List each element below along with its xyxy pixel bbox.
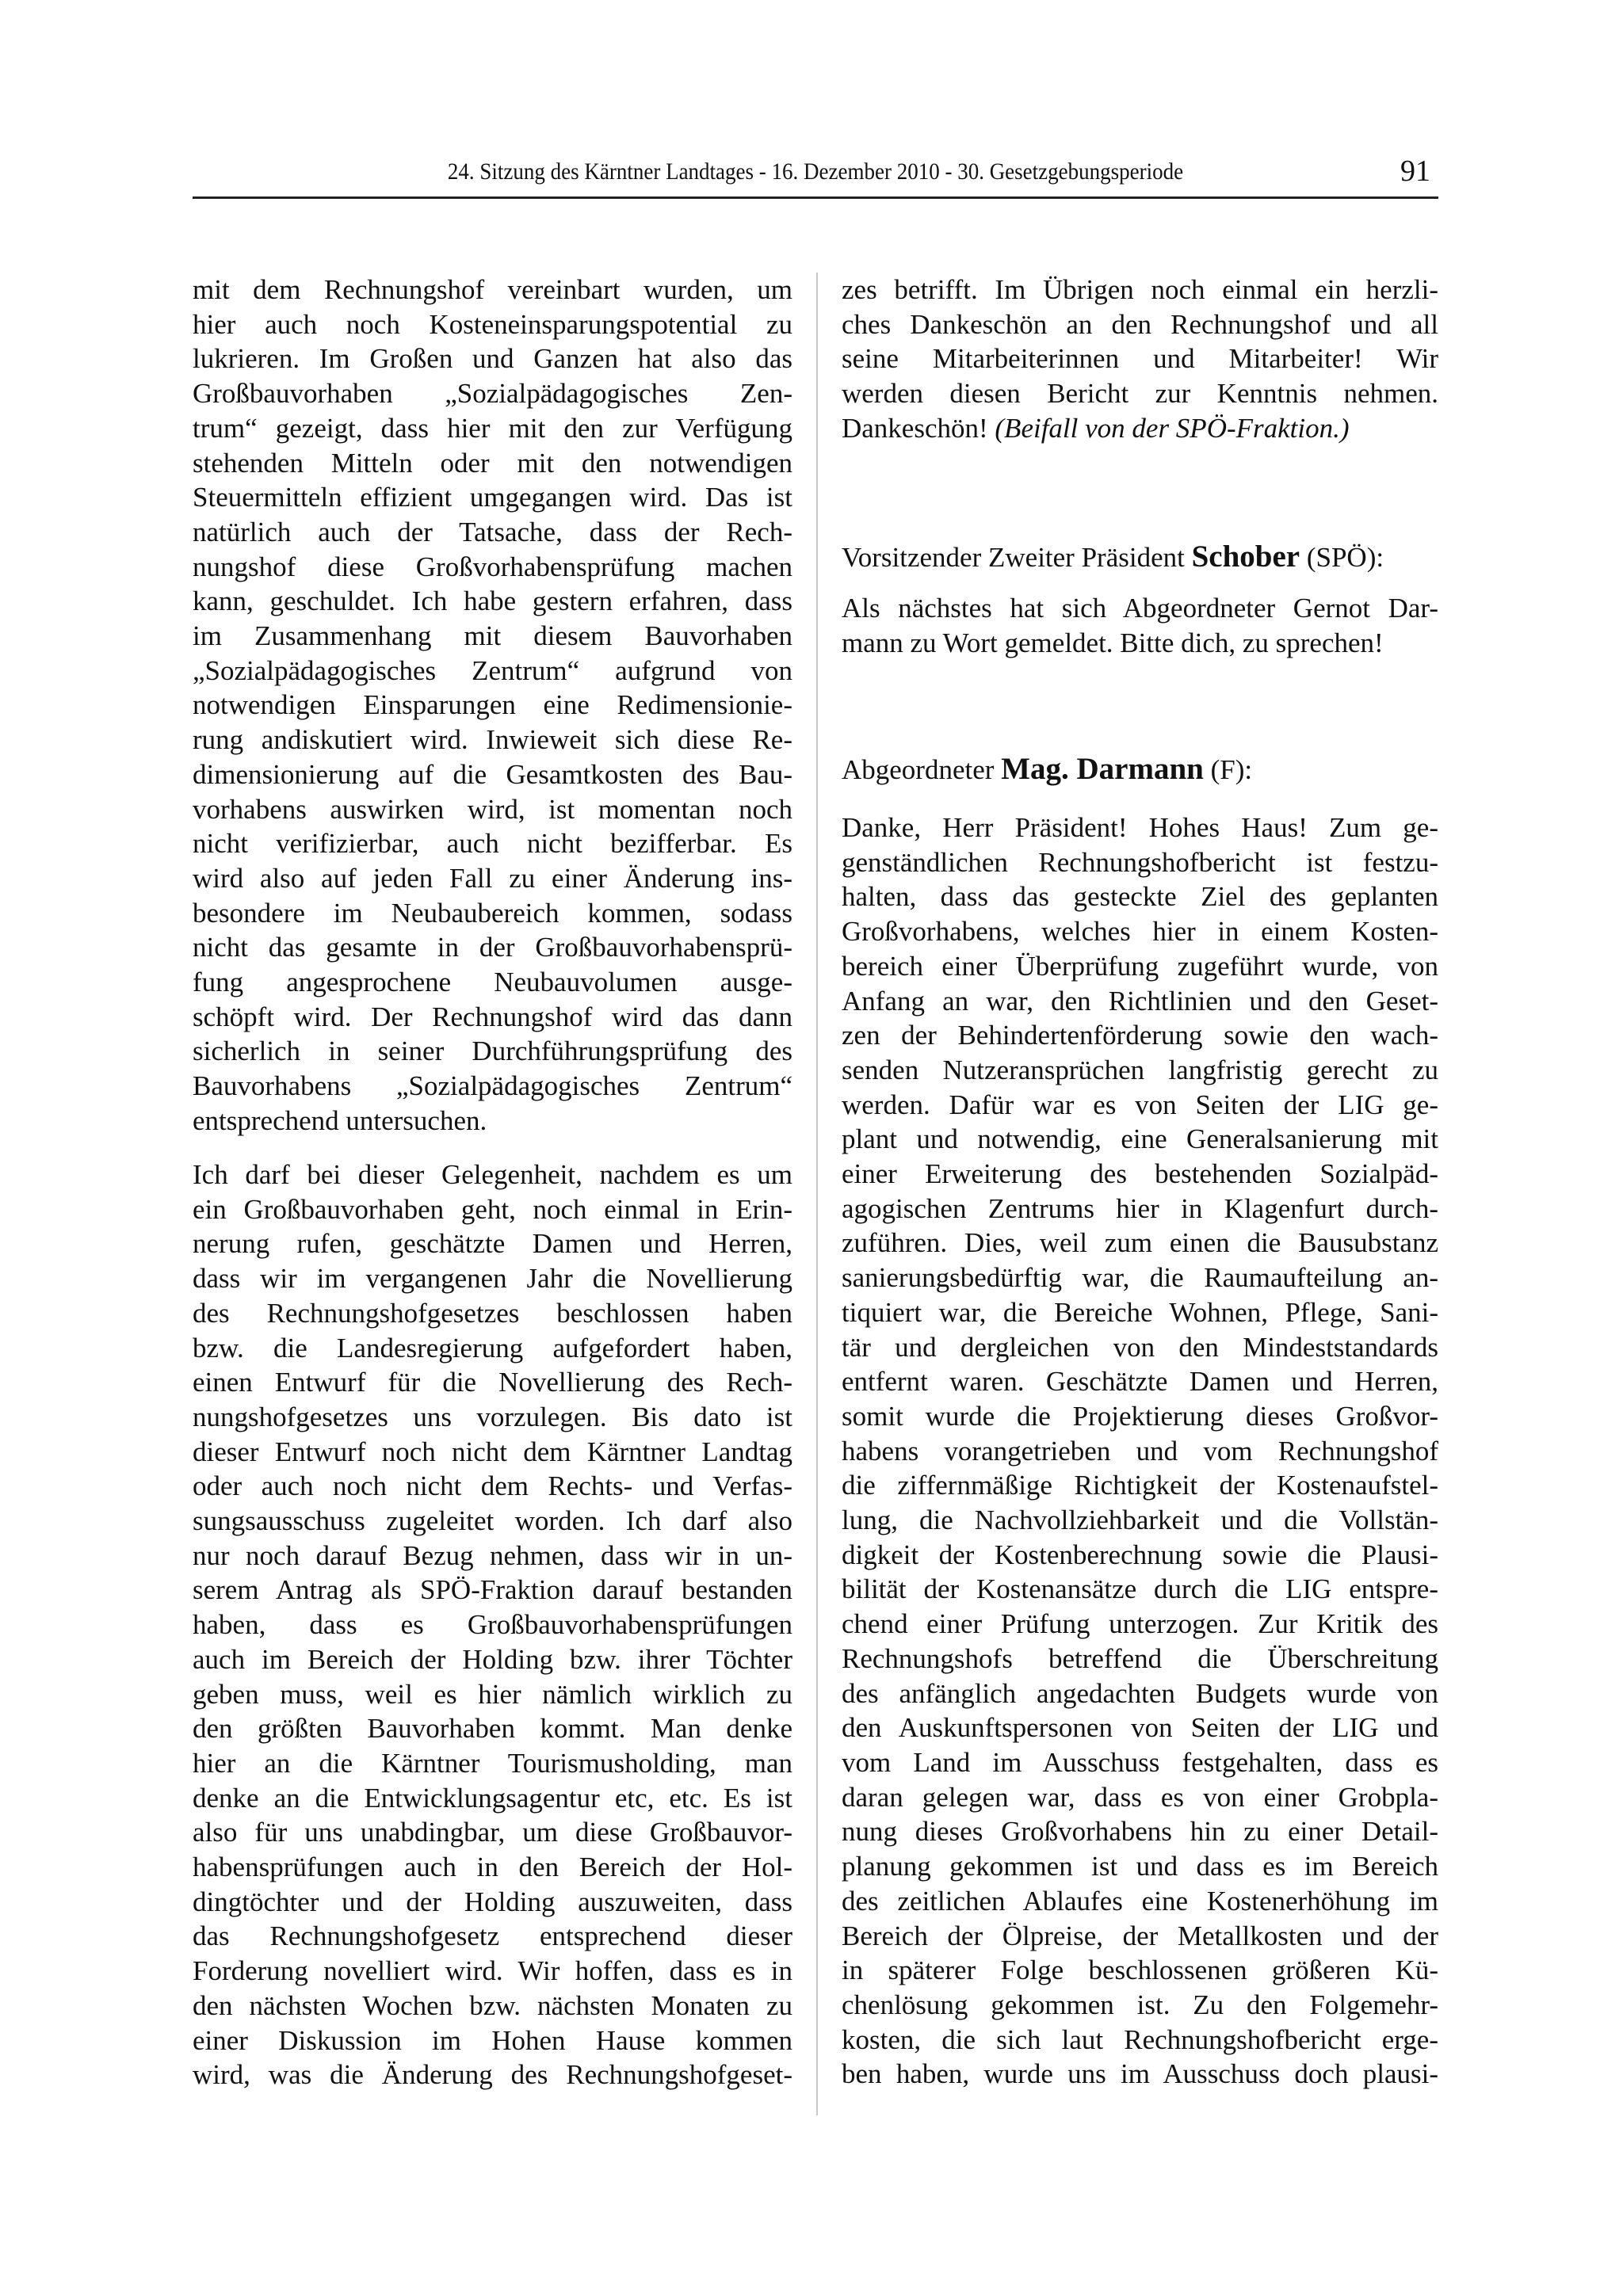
intro-last-line [842,411,1438,446]
text-line: vom Land im Ausschuss festgehalten, dass es [842,1746,1438,1778]
text-line: vorhabens auswirken wird, ist momentan noch [193,793,792,825]
intro-lines [842,273,1438,411]
speaker-name: Mag. Darmann [1001,752,1204,786]
text-line: bilität der Kostenansätze durch die LIG entspre- [842,1573,1438,1605]
text-line: oder auch noch nicht dem Rechts- und Verfas- [193,1470,792,1502]
text-line: nerung rufen, geschätzte Damen und Herren, [193,1228,792,1260]
text-line: lung, die Nachvollziehbarkeit und die Vollstän- [842,1505,1438,1536]
text-line: habensprüfungen auch in den Bereich der Hol- [193,1852,792,1883]
text-line: des anfänglich angedachten Budgets wurde von [842,1677,1438,1709]
text-line: entfernt waren. Geschätzte Damen und Herren, [842,1366,1438,1398]
text-line: einer Erweiterung des bestehenden Sozialpäd- [842,1158,1438,1190]
speaker-role: Vorsitzender Zweiter Präsident [842,542,1192,573]
column-divider [816,273,818,2115]
text-line: werden. Dafür war es von Seiten der LIG ge- [842,1089,1438,1120]
text-line: in späterer Folge beschlossenen größeren Kü- [842,1955,1438,1986]
applause-note: (Beifall von der SPÖ-Fraktion.) [995,412,1350,444]
text-line: Anfang an war, den Richtlinien und den Geset- [842,985,1438,1016]
text-line: agogischen Zentrums hier in Klagenfurt durch- [842,1192,1438,1224]
text-line: auch im Bereich der Holding bzw. ihrer Töchter [193,1643,792,1675]
speaker-name: Schober [1191,540,1300,574]
speaker-role: Abgeordneter [842,754,1002,785]
text-line: also für uns unabdingbar, um diese Großbauvor- [193,1817,792,1848]
text-line: dingtöchter und der Holding auszuweiten, dass [193,1886,792,1917]
speaker-heading-darmann [842,752,1438,788]
text-line: wird also auf jeden Fall zu einer Änderung ins- [193,862,792,894]
text-line: sicherlich in seiner Durchführungsprüfung des [193,1035,792,1067]
text-line: sanierungsbedürftig war, die Raumaufteilung an- [842,1262,1438,1294]
text-line: halten, dass das gesteckte Ziel des geplanten [842,881,1438,913]
text-line: Bereich der Ölpreise, der Metallkosten und der [842,1920,1438,1951]
text-line: dieser Entwurf noch nicht dem Kärntner Landtag [193,1436,792,1467]
text-line: Ich darf bei dieser Gelegenheit, nachdem es um [193,1159,792,1190]
text-line: habens vorangetrieben und vom Rechnungshof [842,1435,1438,1466]
text-line: Bauvorhabens „Sozialpädagogisches Zentrum“ [193,1070,792,1102]
speech-schober [842,591,1438,660]
text-line: entsprechend untersuchen. [193,1104,487,1136]
speaker-heading-schober [842,540,1438,575]
text-line: denke an die Entwicklungsagentur etc, etc. Es ist [193,1782,792,1814]
text-line: Großbauvorhaben „Sozialpädagogisches Zen- [193,378,792,410]
header-title: 24. Sitzung des Kärntner Landtages - 16. Dezember 2010 - 30. Gesetzgebungsperiode [447,158,1184,185]
text-line: des zeitlichen Ablaufes eine Kostenerhöhung im [842,1885,1438,1917]
text-line: daran gelegen war, dass es von einer Grobpla- [842,1781,1438,1813]
text-line: dass wir im vergangenen Jahr die Novellierung [193,1263,792,1295]
text-line: werden diesen Bericht zur Kenntnis nehmen. [842,378,1438,410]
text-line: bzw. die Landesregierung aufgefordert haben, [193,1332,792,1363]
text-line: somit wurde die Projektierung dieses Großvor- [842,1400,1438,1432]
text-line: trum“ gezeigt, dass hier mit den zur Verfügung [193,412,792,444]
text-line: mit dem Rechnungshof vereinbart wurden, um [193,274,792,305]
text-line: Als nächstes hat sich Abgeordneter Gernot Dar- [842,593,1438,624]
speaker-party: (F): [1203,754,1253,785]
text-line: die ziffernmäßige Richtigkeit der Kostenaufstel- [842,1470,1438,1501]
text-line: das Rechnungshofgesetz entsprechend dieser [193,1920,792,1952]
text-line: plant und notwendig, eine Generalsanierung mit [842,1123,1438,1155]
text-line: digkeit der Kostenberechnung sowie die Plausi- [842,1539,1438,1570]
text-line: seine Mitarbeiterinnen und Mitarbeiter! Wir [842,343,1438,375]
text-line: ben haben, wurde uns im Ausschuss doch plausi- [842,2058,1438,2090]
text-line: bereich einer Überprüfung zugeführt wurde, von [842,950,1438,982]
left-paragraph-1 [193,273,792,1138]
text-line: tiquiert war, die Bereiche Wohnen, Pflege, Sani- [842,1296,1438,1328]
text-line: schöpft wird. Der Rechnungshof wird das dann [193,1001,792,1032]
text-line: haben, dass es Großbauvorhabensprüfungen [193,1609,792,1641]
text-line: wird, was die Änderung des Rechnungshofgeset- [193,2059,792,2091]
text-line: einen Entwurf für die Novellierung des Rech- [193,1367,792,1398]
text-line: Danke, Herr Präsident! Hohes Haus! Zum ge- [842,812,1438,843]
text-line: geben muss, weil es hier nämlich wirklich zu [193,1678,792,1710]
text-line: nungshof diese Großvorhabensprüfung machen [193,551,792,582]
text-line: nungshofgesetzes uns vorzulegen. Bis dato ist [193,1401,792,1432]
text-line: nicht das gesamte in der Großbauvorhabensprü- [193,932,792,963]
text-line: den Auskunftspersonen von Seiten der LIG und [842,1712,1438,1744]
running-header [193,155,1438,195]
text-line: sungsausschuss zugeleitet worden. Ich darf also [193,1505,792,1537]
left-paragraph-2 [193,1158,792,2092]
text-line: kosten, die sich laut Rechnungshofbericht erge- [842,2023,1438,2055]
text-line: zes betrifft. Im Übrigen noch einmal ein herzli- [842,274,1438,305]
text-line: rung andiskutiert wird. Inwieweit sich diese Re- [193,724,792,756]
text-line: Rechnungshofs betreffend die Überschreitung [842,1642,1438,1674]
text-line: mann zu Wort gemeldet. Bitte dich, zu sprechen! [842,627,1384,658]
text-line: besondere im Neubaubereich kommen, sodass [193,897,792,929]
text-line: nur noch darauf Bezug nehmen, dass wir in un- [193,1539,792,1571]
text-line: lukrieren. Im Großen und Ganzen hat also das [193,343,792,375]
right-paragraph-intro [842,273,1438,446]
page-number: 91 [1400,154,1430,188]
text-line: den nächsten Wochen bzw. nächsten Monaten zu [193,1989,792,2021]
header-rule [193,196,1438,199]
text-line: zuführen. Dies, weil zum einen die Bausubstanz [842,1227,1438,1259]
text-line: senden Nutzeransprüchen langfristig gerecht zu [842,1054,1438,1085]
text-line: Großvorhabens, welches hier in einem Kosten- [842,916,1438,948]
text-line: Forderung novelliert wird. Wir hoffen, dass es in [193,1955,792,1987]
text-line: hier auch noch Kosteneinsparungspotential zu [193,308,792,340]
text-line: hier an die Kärntner Tourismusholding, man [193,1747,792,1779]
text-line: chend einer Prüfung unterzogen. Zur Kritik des [842,1608,1438,1640]
text-line: den größten Bauvorhaben kommt. Man denke [193,1713,792,1745]
text-line: chenlösung gekommen ist. Zu den Folgemehr- [842,1989,1438,2020]
text-line: ches Dankeschön an den Rechnungshof und all [842,308,1438,340]
text-line: natürlich auch der Tatsache, dass der Rech- [193,516,792,547]
speech-darmann [842,810,1438,2092]
text-line: ein Großbauvorhaben geht, noch einmal in Erin- [193,1193,792,1225]
speaker-party: (SPÖ): [1300,542,1384,573]
text-line: notwendigen Einsparungen eine Redimensionie- [193,689,792,721]
text-line: im Zusammenhang mit diesem Bauvorhaben [193,620,792,652]
text-line: tär und dergleichen von den Mindeststandards [842,1331,1438,1363]
text-line: nung dieses Großvorhabens hin zu einer Detail- [842,1816,1438,1848]
text-line: nicht verifizierbar, auch nicht bezifferbar. Es [193,828,792,860]
text-line: fung angesprochene Neubauvolumen ausge- [193,967,792,998]
text-line: serem Antrag als SPÖ-Fraktion darauf bestanden [193,1574,792,1606]
text-line: einer Diskussion im Hohen Hause kommen [193,2024,792,2056]
text-line: dimensionierung auf die Gesamtkosten des Bau- [193,758,792,790]
text-line: des Rechnungshofgesetzes beschlossen haben [193,1297,792,1329]
text-line: zen der Behindertenförderung sowie den wach- [842,1020,1438,1051]
text-line: Steuermitteln effizient umgegangen wird. Das ist [193,482,792,513]
text-line: planung gekommen ist und dass es im Bereich [842,1851,1438,1882]
text-line: kann, geschuldet. Ich habe gestern erfahren, dass [193,585,792,617]
thanks-text: Dankeschön! [842,412,995,444]
text-line: stehenden Mitteln oder mit den notwendigen [193,447,792,479]
text-line: „Sozialpädagogisches Zentrum“ aufgrund von [193,654,792,686]
text-line: genständlichen Rechnungshofbericht ist festzu- [842,846,1438,878]
